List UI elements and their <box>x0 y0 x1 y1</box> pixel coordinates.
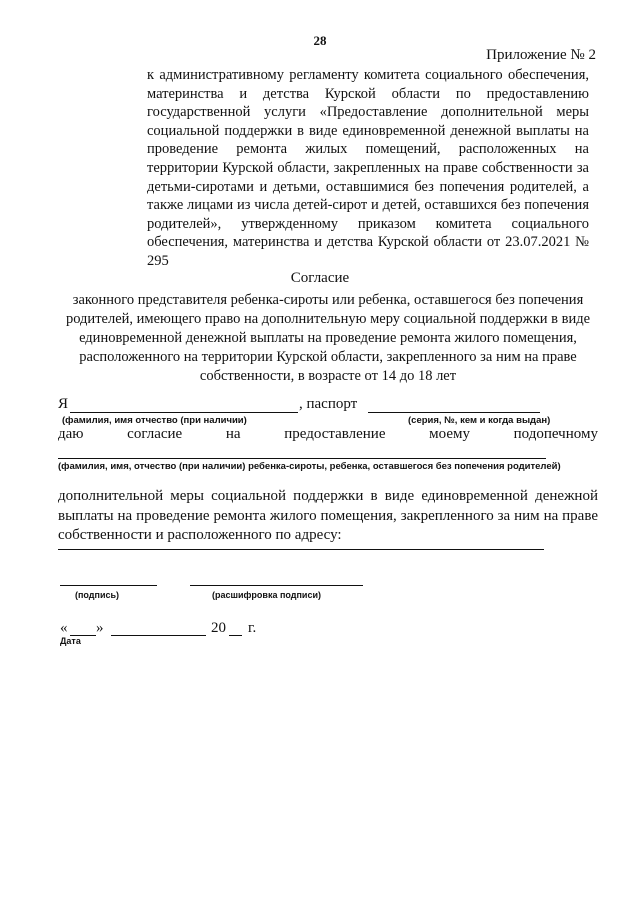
page-number: 28 <box>313 33 327 48</box>
consent-word: даю <box>58 426 84 442</box>
signature-decode-caption: (расшифровка подписи) <box>212 590 321 600</box>
date-year-suffix: г. <box>248 620 257 636</box>
signature-field[interactable] <box>60 585 157 586</box>
passport-label: , паспорт <box>299 396 358 412</box>
appendix-text: к административному регламенту комитета социального обеспечения, материнства и детства Курской области по предоставлению государственной услуги «Предоставление дополнительной меры социальной поддержки в виде единовременной денежной выплаты на проведение ремонта жилых помещений, расположенных на территории Курской области, закрепленных на праве собственности за детьми-сиротами и детьми, оставшимися без попечения родителей, а также лицами из числа детей-сирот и детей, оставшихся без попечения родителей», утвержденному приказом комитета социального обеспечения, материнства и детства Курской области от 23.07.2021 № 295 <box>147 67 589 269</box>
date-year-field[interactable] <box>229 635 242 636</box>
passport-field[interactable] <box>368 412 540 413</box>
consent-word: предоставление <box>284 426 386 442</box>
date-open-quote: « <box>60 620 68 636</box>
child-caption: (фамилия, имя, отчество (при наличии) ребенка-сироты, ребенка, оставшегося без попечения родителей) <box>58 461 561 472</box>
ya-label: Я <box>58 396 69 412</box>
date-month-field[interactable] <box>111 635 206 636</box>
fio-field[interactable] <box>70 412 298 413</box>
fio-caption: (фамилия, имя отчество (при наличии) <box>62 415 247 426</box>
consent-word: на <box>225 426 241 442</box>
appendix-title: Приложение № 2 <box>486 47 596 63</box>
address-field[interactable] <box>58 549 544 550</box>
passport-caption: (серия, №, кем и когда выдан) <box>408 415 551 426</box>
date-caption: Дата <box>60 636 81 646</box>
consent-title: Согласие <box>290 270 350 286</box>
date-year-prefix: 20 <box>211 620 226 636</box>
consent-word: согласие <box>127 426 183 442</box>
consent-text: законного представителя ребенка-сироты или ребенка, оставшегося без попечения родителей, имеющего право на дополнительную меру социальной поддержки в виде единовременной денежной выплаты на проведение ремонта жилого помещения, расположенного на территории Курской области, закрепленного за ним на праве собственности, в возрасте от 14 до 18 лет <box>65 292 591 384</box>
measure-text: дополнительной меры социальной поддержки в виде единовременной денежной выплаты на проведение ремонта жилого помещения, закрепленного за ним на праве собственности и расположенного по адресу: <box>58 488 598 543</box>
signature-caption: (подпись) <box>75 590 120 600</box>
date-close-quote: » <box>96 620 104 636</box>
signature-decode-field[interactable] <box>190 585 363 586</box>
child-name-field[interactable] <box>58 458 546 459</box>
consent-word: моему <box>429 426 470 442</box>
consent-word: подопечному <box>513 426 598 442</box>
consent-line <box>58 426 598 443</box>
